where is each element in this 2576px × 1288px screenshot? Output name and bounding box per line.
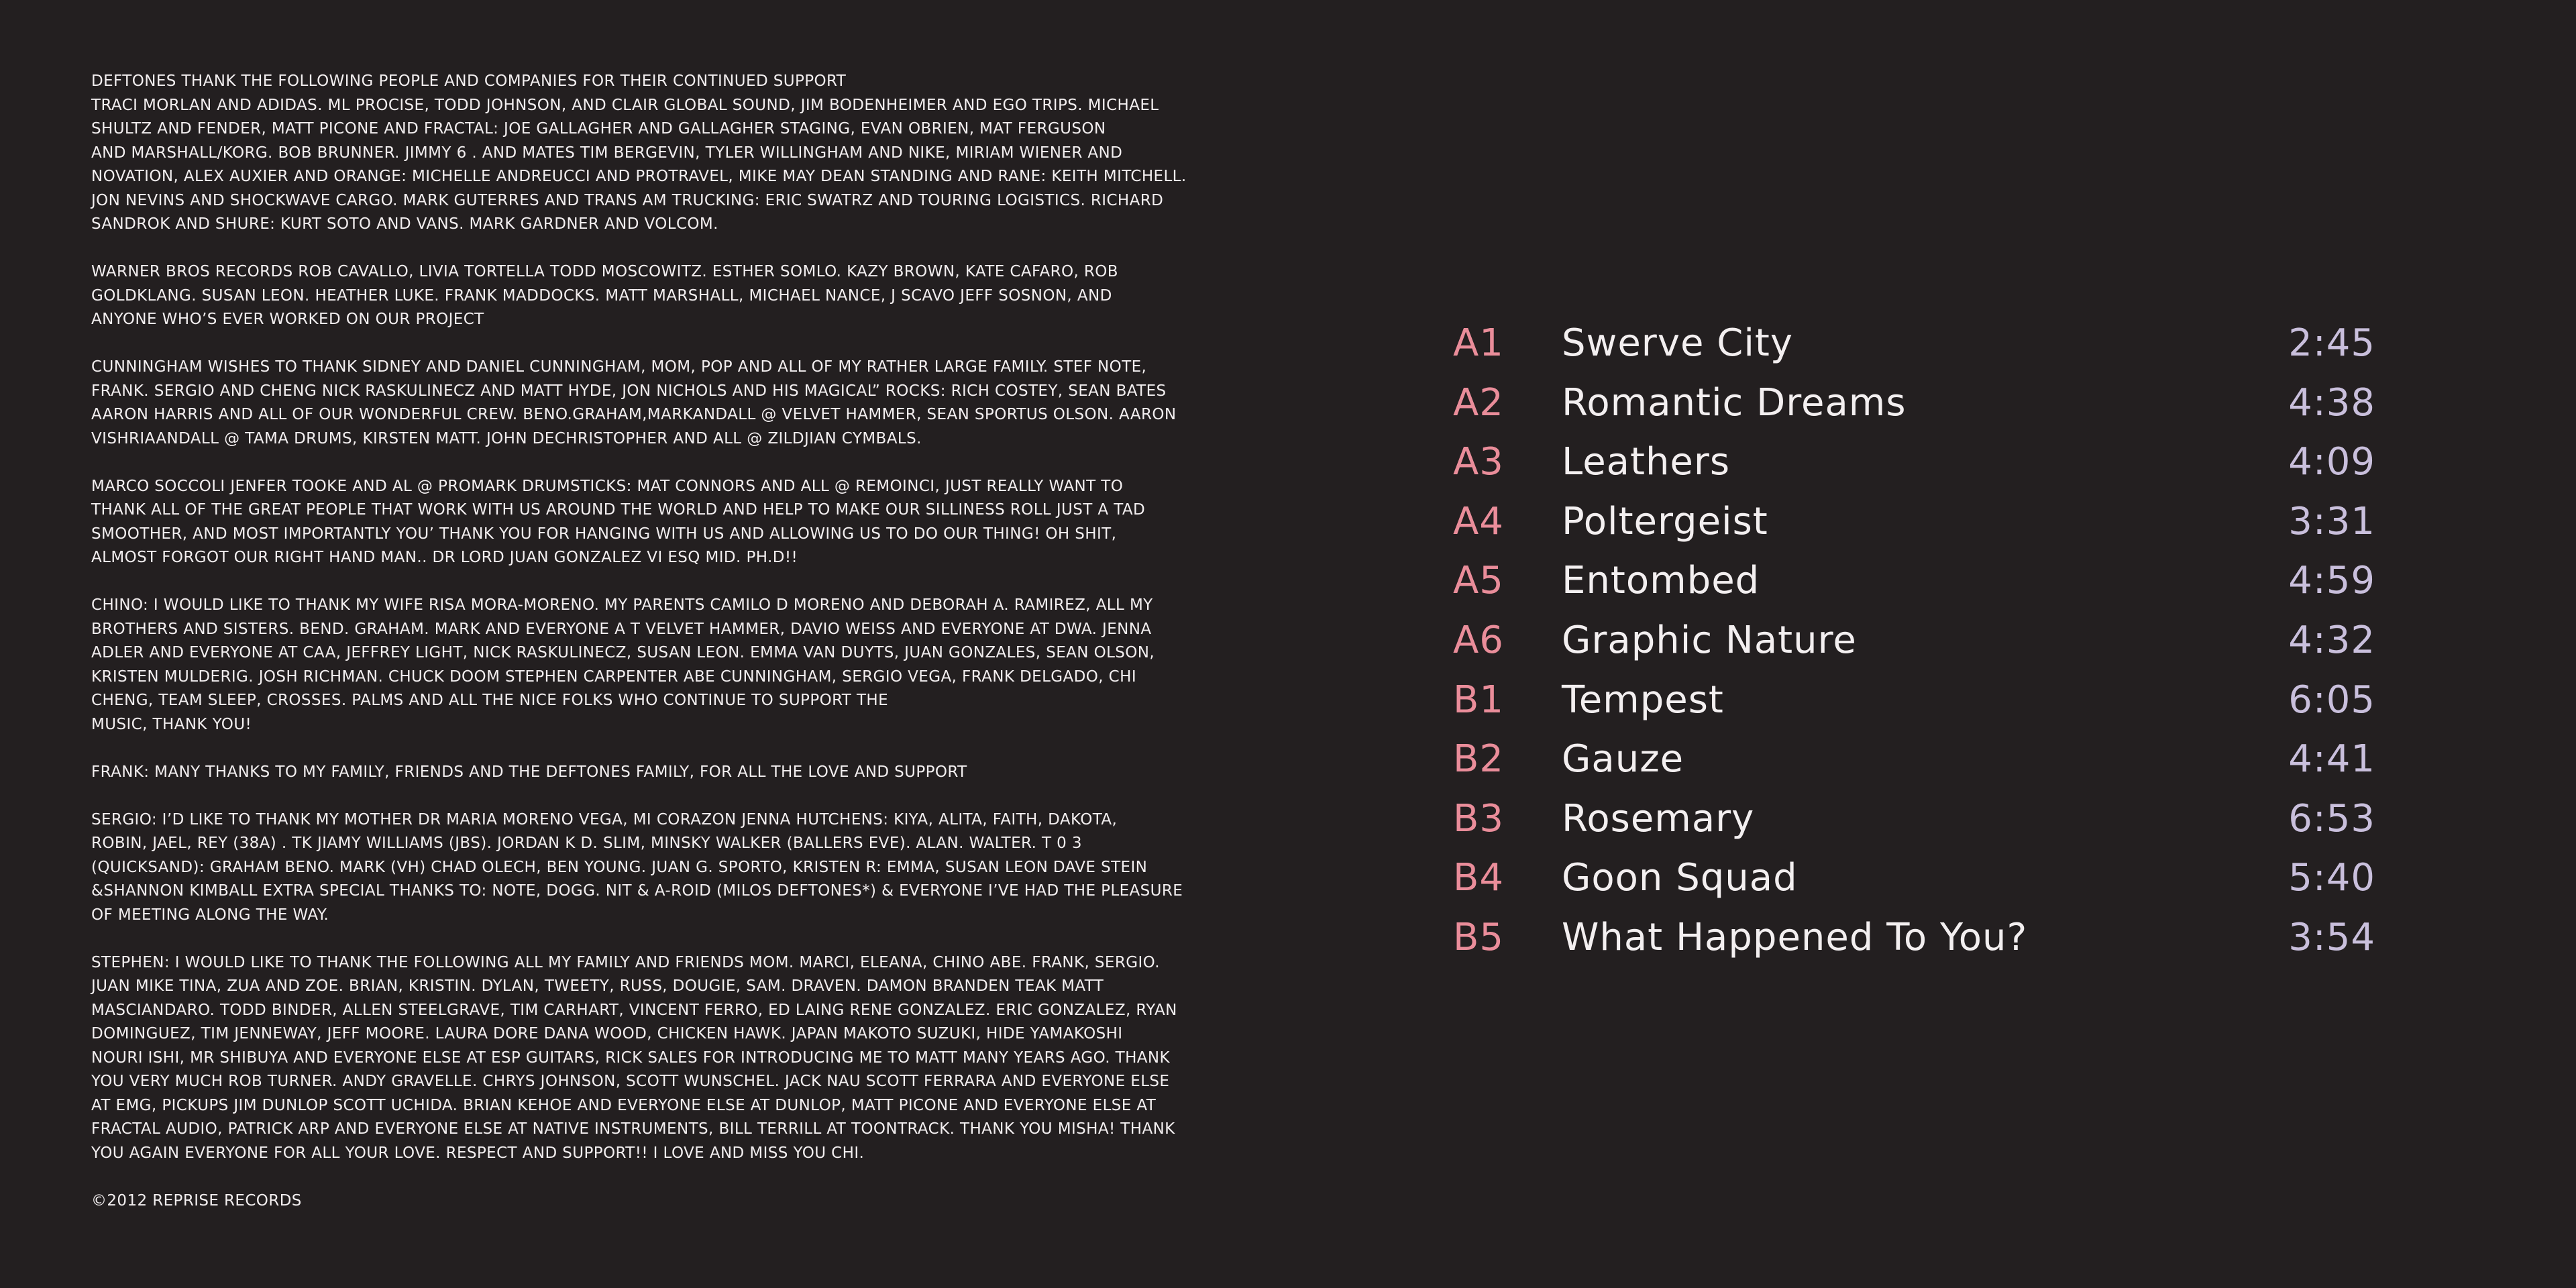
track-number: A4 — [1453, 499, 1504, 543]
track-title: Rosemary — [1562, 796, 1755, 841]
track-duration: 4:32 — [2288, 618, 2375, 662]
credits-paragraph-sergio: SERGIO: I’D LIKE TO THANK MY MOTHER DR MARIA MORENO VEGA, MI CORAZON JENNA HUTCHENS: KIYA, ALITA, FAITH, DAKOTA, ROBIN, JAEL, REY (38A) . TK JIAMY WILLIAMS (JBS). JORDAN K D. SLIM, MINSKY WALKER (BALLERS EVE). ALAN. WALTER. T 0 3 (QUICKSAND): GRAHAM BENO. MARK (VH) CHAD OLECH, BEN YOUNG. JUAN G. SPORTO, KRISTEN R: EMMA, SUSAN LEON DAVE STEIN &SHANNON KIMBALL EXTRA SPECIAL THANKS TO: NOTE, DOGG. NIT & A-ROID (MILOS DEFTONES*) & EVERYONE I’VE HAD THE PLEASURE OF MEETING ALONG THE WAY. — [91, 810, 1183, 924]
track-number: B2 — [1453, 737, 1505, 782]
credits-paragraph-general: DEFTONES THANK THE FOLLOWING PEOPLE AND COMPANIES FOR THEIR CONTINUED SUPPORT TRACI MORLAN AND ADIDAS. ML PROCISE, TODD JOHNSON, AND CLAIR GLOBAL SOUND, JIM BODENHEIMER AND EGO TRIPS. MICHAEL SHULTZ AND FENDER, MATT PICONE AND FRACTAL: JOE GALLAGHER AND GALLAGHER STAGING, EVAN OBRIEN, MAT FERGUSON AND MARSHALL/KORG. BOB BRUNNER. JIMMY 6 . AND MATES TIM BERGEVIN, TYLER WILLINGHAM AND NIKE, MIRIAM WIENER AND NOVATION, ALEX AUXIER AND ORANGE: MICHELLE ANDREUCCI AND PROTRAVEL, MIKE MAY DEAN STANDING AND RANE: KEITH MITCHELL. JON NEVINS AND SHOCKWAVE CARGO. MARK GUTERRES AND TRANS AM TRUCKING: ERIC SWATRZ AND TOURING LOGISTICS. RICHARD SANDROK AND SHURE: KURT SOTO AND VANS. MARK GARDNER AND VOLCOM. — [91, 72, 1187, 233]
track-number: B5 — [1453, 915, 1505, 959]
track-duration: 5:40 — [2288, 856, 2375, 900]
track-row — [1453, 730, 2392, 790]
track-duration: 4:38 — [2288, 380, 2375, 425]
track-duration: 3:54 — [2288, 915, 2375, 959]
track-duration: 4:41 — [2288, 737, 2375, 782]
track-number: B3 — [1453, 796, 1505, 841]
track-title: Tempest — [1562, 678, 1724, 722]
track-duration: 4:59 — [2288, 559, 2375, 603]
track-title: Graphic Nature — [1562, 618, 1857, 662]
credits-paragraph-marco: MARCO SOCCOLI JENFER TOOKE AND AL @ PROMARK DRUMSTICKS: MAT CONNORS AND ALL @ REMOINCI, JUST REALLY WANT TO THANK ALL OF THE GREAT PEOPLE THAT WORK WITH US AROUND THE WORLD AND HELP TO MAKE OUR SILLINESS ROLL JUST A TAD SMOOTHER, AND MOST IMPORTANTLY YOU’ THANK YOU FOR HANGING WITH US AND ALLOWING US TO DO OUR THING! OH SHIT, ALMOST FORGOT OUR RIGHT HAND MAN.. DR LORD JUAN GONZALEZ VI ESQ MID. PH.D!! — [91, 477, 1146, 566]
track-title: Goon Squad — [1562, 856, 1798, 900]
track-number: A6 — [1453, 618, 1504, 662]
copyright-notice: ©2012 REPRISE RECORDS — [91, 1191, 302, 1210]
track-row — [1453, 849, 2392, 908]
track-number: B1 — [1453, 678, 1505, 722]
track-number: A2 — [1453, 380, 1504, 425]
track-number: B4 — [1453, 856, 1505, 900]
tracklist — [1453, 314, 2392, 968]
track-title: Poltergeist — [1562, 499, 1768, 543]
credits-paragraph-stephen: STEPHEN: I WOULD LIKE TO THANK THE FOLLOWING ALL MY FAMILY AND FRIENDS MOM. MARCI, ELEANA, CHINO ABE. FRANK, SERGIO. JUAN MIKE TINA, ZUA AND ZOE. BRIAN, KRISTIN. DYLAN, TWEETY, RUSS, DOUGIE, SAM. DRAVEN. DAMON BRANDEN TEAK MATT MASCIANDARO. TODD BINDER, ALLEN STEELGRAVE, TIM CARHART, VINCENT FERRO, ED LAING RENE GONZALEZ. ERIC GONZALEZ, RYAN DOMINGUEZ, TIM JENNEWAY, JEFF MOORE. LAURA DORE DANA WOOD, CHICKEN HAWK. JAPAN MAKOTO SUZUKI, HIDE YAMAKOSHI NOURI ISHI, MR SHIBUYA AND EVERYONE ELSE AT ESP GUITARS, RICK SALES FOR INTRODUCING ME TO MATT MANY YEARS AGO. THANK YOU VERY MUCH ROB TURNER. ANDY GRAVELLE. CHRYS JOHNSON, SCOTT WUNSCHEL. JACK NAU SCOTT FERRARA AND EVERYONE ELSE AT EMG, PICKUPS JIM DUNLOP SCOTT UCHIDA. BRIAN KEHOE AND EVERYONE ELSE AT DUNLOP, MATT PICONE AND EVERYONE ELSE AT FRACTAL AUDIO, PATRICK ARP AND EVERYONE ELSE AT NATIVE INSTRUMENTS, BILL TERRILL AT TOONTRACK. THANK YOU MISHA! THANK YOU AGAIN EVERYONE FOR ALL YOUR LOVE. RESPECT AND SUPPORT!! I LOVE AND MISS YOU CHI. — [91, 953, 1177, 1162]
track-row — [1453, 611, 2392, 671]
track-number: A1 — [1453, 321, 1504, 365]
track-title: Leathers — [1562, 440, 1731, 484]
track-number: A3 — [1453, 440, 1504, 484]
track-title: Swerve City — [1562, 321, 1793, 365]
credits-paragraph-cunningham: CUNNINGHAM WISHES TO THANK SIDNEY AND DANIEL CUNNINGHAM, MOM, POP AND ALL OF MY RATHER LARGE FAMILY. STEF NOTE, FRANK. SERGIO AND CHENG NICK RASKULINECZ AND MATT HYDE, JON NICHOLS AND HIS MAGICAL” ROCKS: RICH COSTEY, SEAN BATES AARON HARRIS AND ALL OF OUR WONDERFUL CREW. BENO.GRAHAM,MARKANDALL @ VELVET HAMMER, SEAN SPORTUS OLSON. AARON VISHRIAANDALL @ TAMA DRUMS, KIRSTEN MATT. JOHN DECHRISTOPHER AND ALL @ ZILDJIAN CYMBALS. — [91, 358, 1177, 447]
track-duration: 6:05 — [2288, 678, 2375, 722]
track-duration: 6:53 — [2288, 796, 2375, 841]
track-title: Romantic Dreams — [1562, 380, 1907, 425]
track-row — [1453, 671, 2392, 731]
track-title: Gauze — [1562, 737, 1684, 782]
track-title: What Happened To You? — [1562, 915, 2028, 959]
track-duration: 2:45 — [2288, 321, 2375, 365]
credits-text — [91, 70, 1272, 1237]
track-row — [1453, 433, 2392, 492]
track-row — [1453, 374, 2392, 433]
track-row — [1453, 492, 2392, 552]
track-row — [1453, 908, 2392, 968]
credits-paragraph-frank: FRANK: MANY THANKS TO MY FAMILY, FRIENDS AND THE DEFTONES FAMILY, FOR ALL THE LOVE AND SUPPORT — [91, 763, 967, 781]
track-duration: 4:09 — [2288, 440, 2375, 484]
credits-paragraph-warner: WARNER BROS RECORDS ROB CAVALLO, LIVIA TORTELLA TODD MOSCOWITZ. ESTHER SOMLO. KAZY BROWN, KATE CAFARO, ROB GOLDKLANG. SUSAN LEON. HEATHER LUKE. FRANK MADDOCKS. MATT MARSHALL, MICHAEL NANCE, J SCAVO JEFF SOSNON, AND ANYONE WHO’S EVER WORKED ON OUR PROJECT — [91, 263, 1118, 328]
track-row — [1453, 790, 2392, 849]
track-number: A5 — [1453, 559, 1504, 603]
track-row — [1453, 314, 2392, 374]
track-duration: 3:31 — [2288, 499, 2375, 543]
credits-paragraph-chino: CHINO: I WOULD LIKE TO THANK MY WIFE RISA MORA-MORENO. MY PARENTS CAMILO D MORENO AND DEBORAH A. RAMIREZ, ALL MY BROTHERS AND SISTERS. BEND. GRAHAM. MARK AND EVERYONE A T VELVET HAMMER, DAVIO WEISS AND EVERYONE AT DWA. JENNA ADLER AND EVERYONE AT CAA, JEFFREY LIGHT, NICK RASKULINECZ, SUSAN LEON. EMMA VAN DUYTS, JUAN GONZALES, SEAN OLSON, KRISTEN MULDERIG. JOSH RICHMAN. CHUCK DOOM STEPHEN CARPENTER ABE CUNNINGHAM, SERGIO VEGA, FRANK DELGADO, CHI CHENG, TEAM SLEEP, CROSSES. PALMS AND ALL THE NICE FOLKS WHO CONTINUE TO SUPPORT THE MUSIC, THANK YOU! — [91, 596, 1155, 733]
track-title: Entombed — [1562, 559, 1760, 603]
track-row — [1453, 551, 2392, 611]
